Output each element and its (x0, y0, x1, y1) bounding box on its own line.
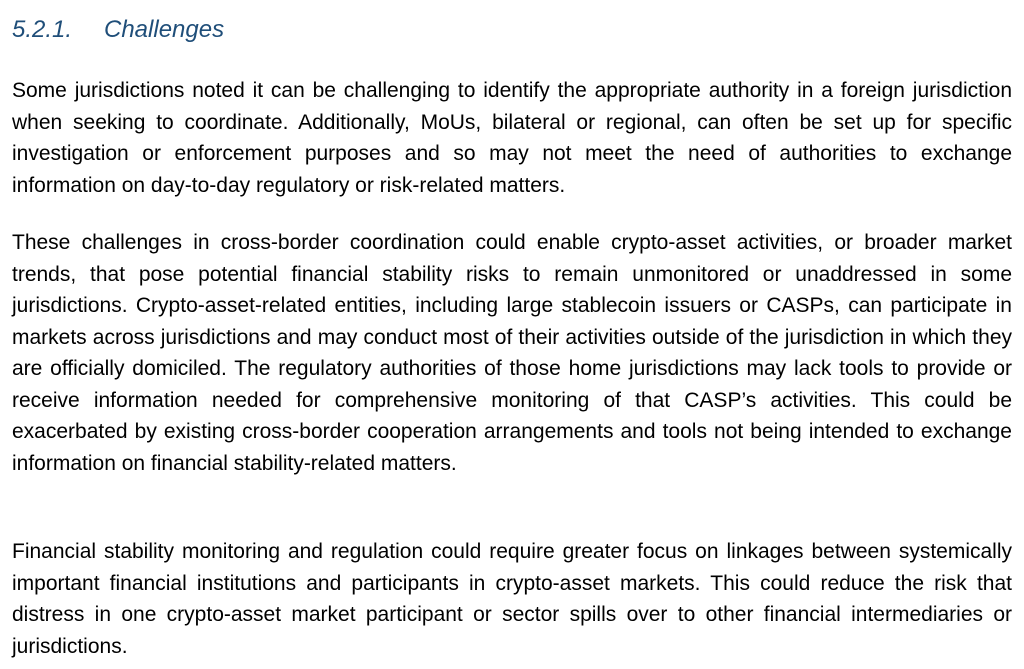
section-title: Challenges (104, 16, 225, 43)
section-heading (12, 16, 224, 44)
paragraph-2: These challenges in cross-border coordination could enable crypto-asset activities, or broader market trends, that pose potential financial stability risks to remain unmonitored or unaddressed in some jurisdictions. Crypto-asset-related entities, including large stablecoin issuers or CASPs, can participate in markets across jurisdictions and may conduct most of their activities outside of the jurisdiction in which they are officially domiciled. The regulatory authorities of those home jurisdictions may lack tools to provide or receive information needed for comprehensive monitoring of that CASP’s activities. This could be exacerbated by existing cross-border cooperation arrangements and tools not being intended to exchange information on financial stability-related matters. (12, 231, 1012, 475)
paragraph-1: Some jurisdictions noted it can be challenging to identify the appropriate authority in a foreign jurisdiction when seeking to coordinate. Additionally, MoUs, bilateral or regional, can often be set up for specific investigation or enforcement purposes and so may not meet the need of authorities to exchange information on day-to-day regulatory or risk-related matters. (12, 79, 1012, 197)
section-number: 5.2.1. (12, 16, 73, 43)
paragraph-3: Financial stability monitoring and regulation could require greater focus on linkages between systemically important financial institutions and participants in crypto-asset markets. This could reduce the risk that distress in one crypto-asset market participant or sector spills over to other financial intermediaries or jurisdictions. (12, 540, 1012, 658)
